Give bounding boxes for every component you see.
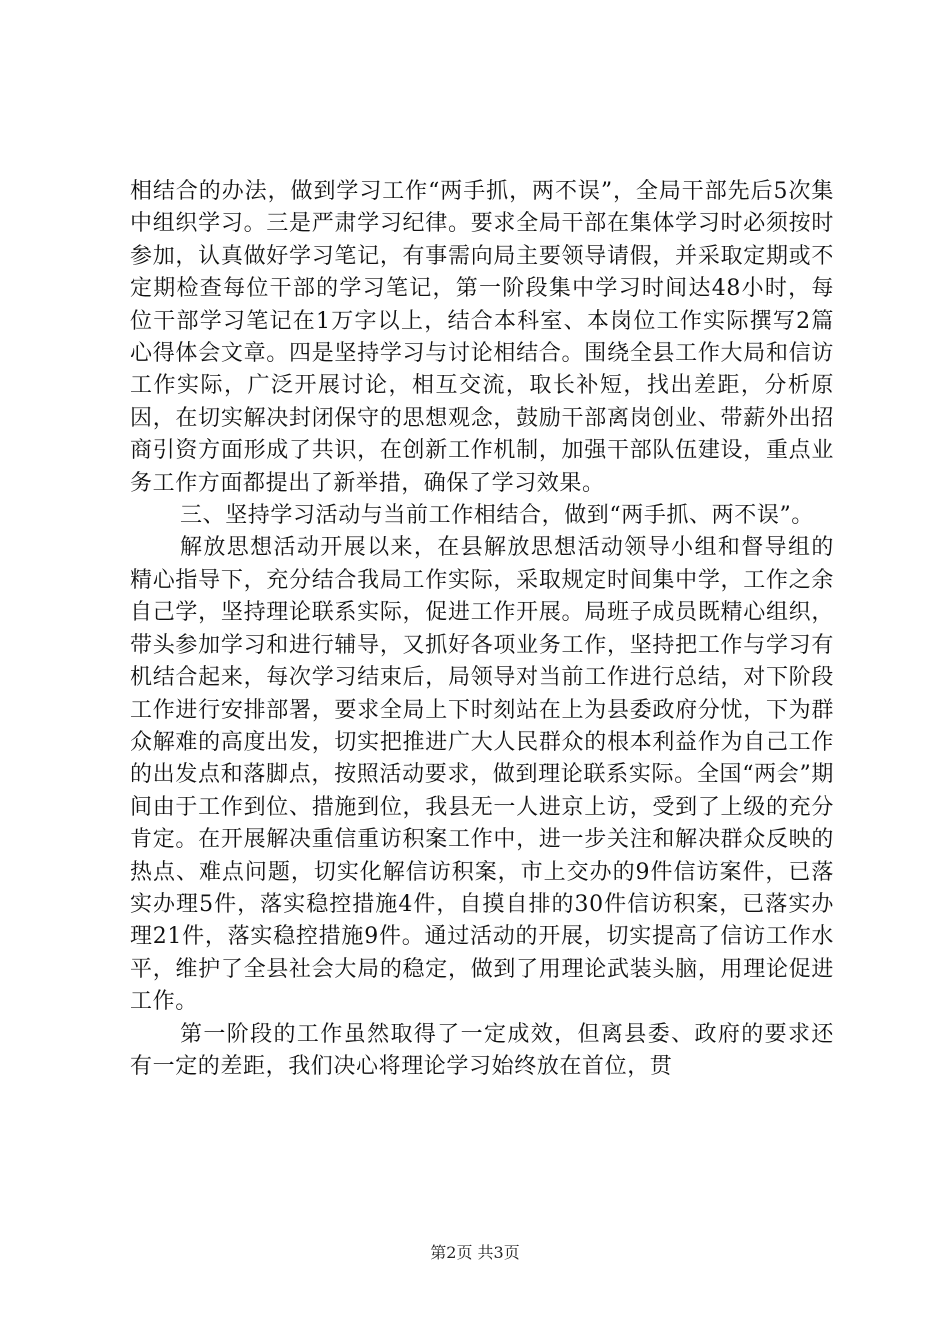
paragraph-3: 解放思想活动开展以来，在县解放思想活动领导小组和督导组的精心指导下，充分结合我局工作实际，采取规定时间集中学，工作之余自己学，坚持理论联系实际，促进工作开展。局班子成员既精心组织，带头参加学习和进行辅导，又抓好各项业务工作，坚持把工作与学习有机结合起来，每次学习结束后，局领导对当前工作进行总结，对下阶段工作进行安排部署，要求全局上下时刻站在上为县委政府分忧，下为群众解难的高度出发，切实把推进广大人民群众的根本利益作为自己工作的出发点和落脚点，按照活动要求，做到理论联系实际。全国“两会”期间由于工作到位、措施到位，我县无一人进京上访，受到了上级的充分肯定。在开展解决重信重访积案工作中，进一步关注和解决群众反映的热点、难点问题，切实化解信访积案，市上交办的9件信访案件，已落实办理5件，落实稳控措施4件，自摸自排的30件信访积案，已落实办理21件，落实稳控措施9件。通过活动的开展，切实提高了信访工作水平，维护了全县社会大局的稳定，做到了用理论武装头脑，用理论促进工作。 — [130, 535, 834, 1015]
paragraph-2-section-heading: 三、坚持学习活动与当前工作相结合，做到“两手抓、两不误”。 — [180, 503, 814, 529]
page-footer: 第2页 共3页 — [430, 1243, 520, 1262]
paragraph-4: 第一阶段的工作虽然取得了一定成效，但离县委、政府的要求还有一定的差距，我们决心将理论学习始终放在首位，贯 — [130, 1021, 834, 1079]
paragraph-1: 相结合的办法，做到学习工作“两手抓，两不误”，全局干部先后5次集中组织学习。三是严肃学习纪律。要求全局干部在集体学习时必须按时参加，认真做好学习笔记，有事需向局主要领导请假，并采取定期或不定期检查每位干部的学习笔记，第一阶段集中学习时间达48小时，每位干部学习笔记在1万字以上，结合本科室、本岗位工作实际撰写2篇心得体会文章。四是坚持学习与讨论相结合。围绕全县工作大局和信访工作实际，广泛开展讨论，相互交流，取长补短，找出差距，分析原因，在切实解决封闭保守的思想观念，鼓励干部离岗创业、带薪外出招商引资方面形成了共识，在创新工作机制，加强干部队伍建设，重点业务工作方面都提出了新举措，确保了学习效果。 — [130, 179, 834, 496]
document-body — [130, 176, 834, 1083]
